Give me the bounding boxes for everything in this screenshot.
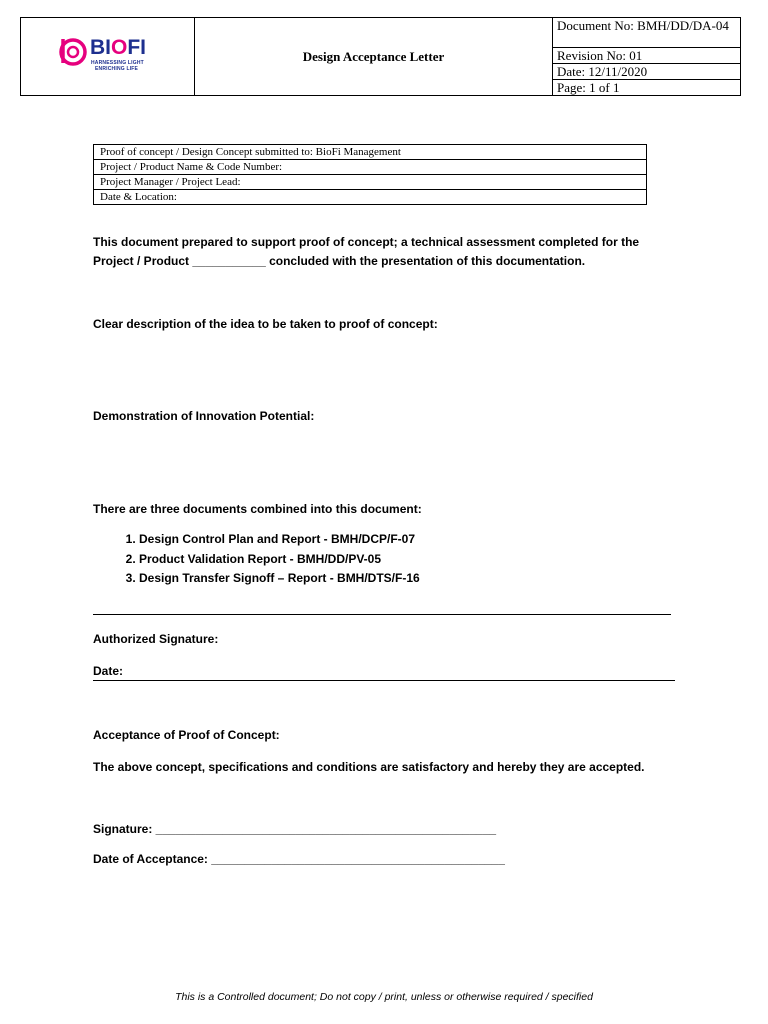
signature-field: Signature: ___________________________________________________ [93,822,497,836]
controlled-document-footer: This is a Controlled document; Do not copy / print, unless or otherwise required / specified [175,991,593,1003]
acceptance-text: The above concept, specifications and conditions are satisfactory and hereby they are accepted. [93,760,645,774]
biofi-logo [57,35,167,81]
date-of-acceptance-field: Date of Acceptance: ____________________________________________ [93,852,505,866]
info-row-project-manager: Project Manager / Project Lead: [94,175,646,190]
info-row-date-location: Date & Location: [100,191,177,203]
page-number: Page: 1 of 1 [557,80,620,95]
list-item: 2. Product Validation Report - BMH/DD/PV-05 [139,550,699,570]
info-row-submitted-to: Proof of concept / Design Concept submitted to: BioFi Management [94,145,646,160]
document-number: Document No: BMH/DD/DA-04 [553,18,740,48]
intro-paragraph: This document prepared to support proof of concept; a technical assessment completed for the Project / Product ___________ concluded with the presentation of this documentation. [93,235,640,268]
date-label: Date: [93,664,124,678]
document-title: Design Acceptance Letter [195,18,553,95]
logo-wordmark: BIOFI [90,36,147,59]
combined-documents-list [93,530,699,589]
logo-tagline: HARNESSING LIGHT ENRICHING LIFE [91,60,144,72]
biofi-logo-mark-icon [57,35,89,67]
acceptance-heading: Acceptance of Proof of Concept: [93,728,280,742]
document-header [20,17,741,96]
signature-line [93,614,671,615]
list-item: 3. Design Transfer Signoff – Report - BMH/DTS/F-16 [139,569,699,589]
logo-cell [21,18,195,95]
document-meta [553,18,740,95]
innovation-label: Demonstration of Innovation Potential: [93,409,315,423]
three-docs-label: There are three documents combined into this document: [93,502,422,516]
list-item: 1. Design Control Plan and Report - BMH/DCP/F-07 [139,530,699,550]
document-date: Date: 12/11/2020 [553,64,740,80]
project-info-table [93,144,647,205]
date-line [93,680,675,681]
info-row-project-name: Project / Product Name & Code Number: [94,160,646,175]
revision-number: Revision No: 01 [553,48,740,64]
authorized-signature-label: Authorized Signature: [93,632,219,646]
clear-description-label: Clear description of the idea to be taken to proof of concept: [93,317,438,331]
